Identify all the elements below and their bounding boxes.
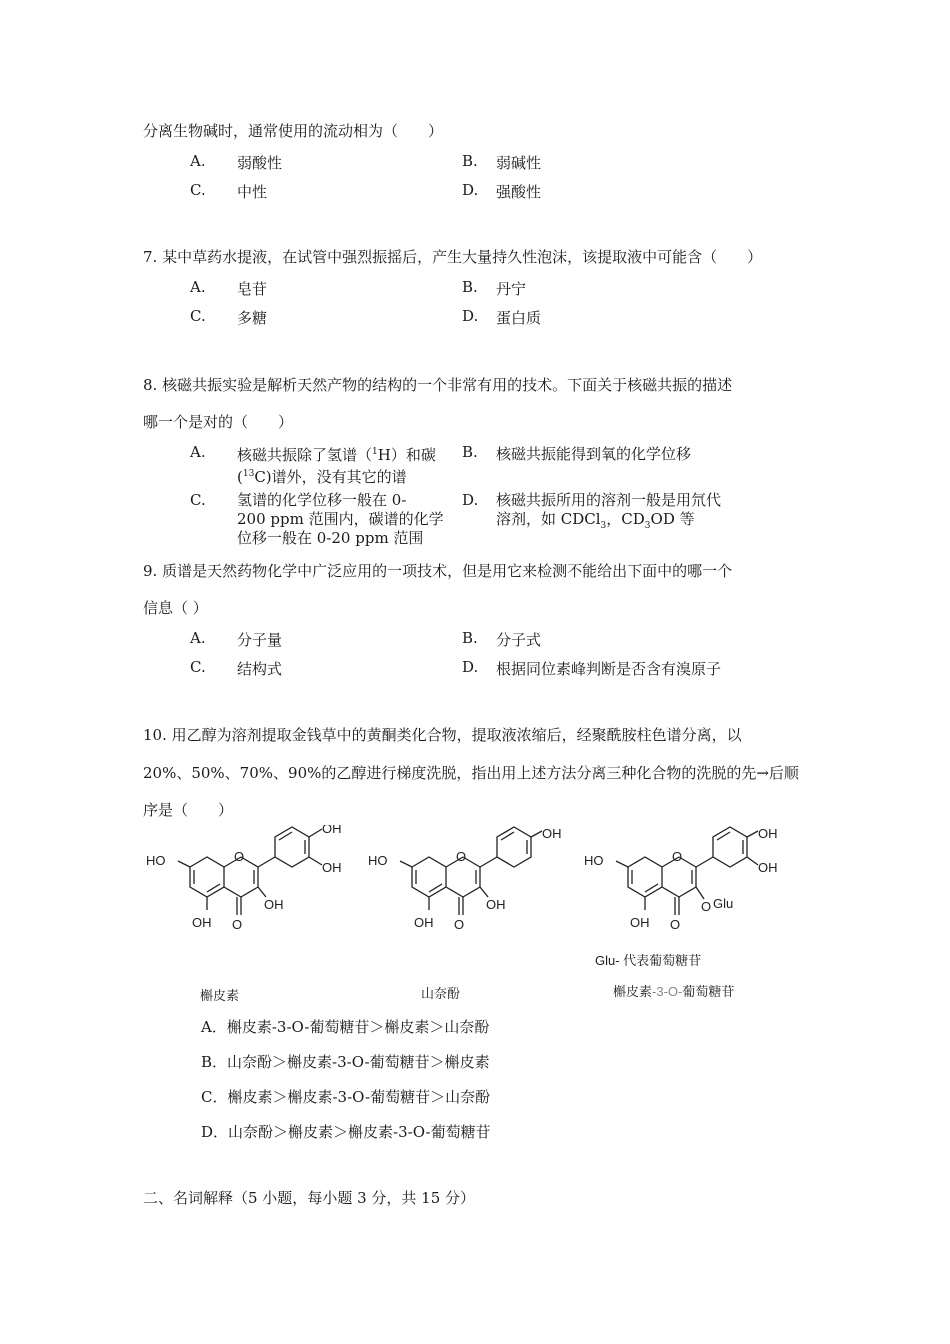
q10-stem-line2: 20%、50%、70%、90%的乙醇进行梯度洗脱，指出用上述方法分离三种化合物的洗脱的先→后顺 — [143, 764, 799, 782]
option-letter: D. — [462, 658, 479, 676]
kaempferol-structure — [362, 825, 582, 950]
hydroxyl-label: OH — [542, 826, 562, 841]
hydroxyl-label: HO — [368, 853, 388, 868]
q10-stem-line3: 序是（ ） — [143, 801, 234, 819]
option-text: 核磁共振所用的溶剂一般是用氘代 溶剂，如 CDCl$_3$，$CD_3OD$ 等 — [496, 491, 722, 531]
option-letter: C. — [190, 181, 206, 199]
option-text: 根据同位素峰判断是否含有溴原子 — [496, 660, 722, 678]
option-letter: A. — [190, 443, 206, 461]
hydroxyl-label: OH — [322, 825, 342, 836]
q10-answer-a: A．槲皮素-3-O-葡萄糖苷＞槲皮素＞山奈酚 — [201, 1018, 490, 1036]
ring-oxygen-label: O — [234, 849, 245, 864]
option-letter: B. — [462, 443, 478, 461]
option-text: 分子式 — [496, 631, 542, 649]
option-text: 结构式 — [237, 660, 283, 678]
option-text: 弱酸性 — [237, 154, 283, 172]
option-text: 氢谱的化学位移一般在 0- 200 ppm 范围内，碳谱的化学 位移一般在 0-20 ppm 范围 — [237, 491, 444, 547]
q10-answer-b: B．山奈酚＞槲皮素-3-O-葡萄糖苷＞槲皮素 — [201, 1053, 490, 1071]
quercetin-caption: 槲皮素 — [200, 988, 240, 1003]
option-letter: C. — [190, 658, 206, 676]
ring-oxygen-label: O — [670, 917, 681, 932]
option-text: 多糖 — [237, 309, 268, 327]
option-text: 皂苷 — [237, 280, 268, 298]
q7-stem: 7. 某中草药水提液，在试管中强烈振摇后，产生大量持久性泡沫，该提取液中可能含（ ） — [143, 248, 763, 266]
q10-answer-c: C．槲皮素＞槲皮素-3-O-葡萄糖苷＞山奈酚 — [201, 1088, 491, 1106]
hydroxyl-label: HO — [146, 853, 166, 868]
option-text: 分子量 — [237, 631, 283, 649]
option-text: 丹宁 — [496, 280, 527, 298]
quercetin-glucoside-structure — [582, 825, 792, 950]
glu-note: Glu- 代表葡萄糖苷 — [595, 953, 702, 968]
option-letter: B. — [462, 278, 478, 296]
option-letter: D. — [462, 491, 479, 509]
option-letter: C. — [190, 307, 206, 325]
option-text: 弱碱性 — [496, 154, 542, 172]
option-letter: A. — [190, 278, 206, 296]
hydroxyl-label: OH — [322, 860, 342, 875]
q10-answer-d: D．山奈酚＞槲皮素＞槲皮素-3-O-葡萄糖苷 — [201, 1123, 491, 1141]
ring-oxygen-label: O — [232, 917, 243, 932]
glycoside-oxygen-label: O — [701, 899, 712, 914]
ring-oxygen-label: O — [454, 917, 465, 932]
q6-stem: 分离生物碱时，通常使用的流动相为（ ） — [143, 122, 444, 140]
q9-stem-line1: 9. 质谱是天然药物化学中广泛应用的一项技术，但是用它来检测不能给出下面中的哪一个 — [143, 562, 733, 580]
option-letter: A. — [190, 152, 206, 170]
option-letter: B. — [462, 629, 478, 647]
option-letter: A. — [190, 629, 206, 647]
ring-oxygen-label: O — [672, 849, 683, 864]
hydroxyl-label: OH — [630, 915, 650, 930]
option-letter: B. — [462, 152, 478, 170]
option-text: 强酸性 — [496, 183, 542, 201]
hydroxyl-label: OH — [758, 860, 778, 875]
q9-stem-line2: 信息（ ） — [143, 599, 208, 617]
hydroxyl-label: OH — [414, 915, 434, 930]
quercetin-glucoside-caption: 槲皮素-3-O-葡萄糖苷 — [613, 984, 735, 999]
hydroxyl-label: OH — [486, 897, 506, 912]
option-text: 蛋白质 — [496, 309, 542, 327]
kaempferol-caption: 山奈酚 — [421, 986, 461, 1001]
q8-stem-line1: 8. 核磁共振实验是解析天然产物的结构的一个非常有用的技术。下面关于核磁共振的描述 — [143, 376, 733, 394]
hydroxyl-label: OH — [758, 826, 778, 841]
option-text: 核磁共振能得到氧的化学位移 — [496, 445, 692, 463]
section-title: 二、名词解释（5 小题，每小题 3 分，共 15 分） — [143, 1189, 476, 1207]
q10-stem-line1: 10. 用乙醇为溶剂提取金钱草中的黄酮类化合物，提取液浓缩后，经聚酰胺柱色谱分离，以 — [143, 726, 742, 744]
glu-label: Glu — [713, 896, 734, 911]
option-letter: D. — [462, 181, 479, 199]
option-letter: D. — [462, 307, 479, 325]
q8-stem-line2: 哪一个是对的（ ） — [143, 413, 294, 431]
option-text: 核磁共振除了氢谱（$^1$H）和碳 ($^{13}$C)谱外，没有其它的谱 — [237, 446, 436, 486]
option-text: 中性 — [237, 183, 268, 201]
quercetin-structure — [140, 825, 360, 950]
hydroxyl-label: HO — [584, 853, 604, 868]
option-letter: C. — [190, 491, 206, 509]
hydroxyl-label: OH — [192, 915, 212, 930]
ring-oxygen-label: O — [456, 849, 467, 864]
hydroxyl-label: OH — [264, 897, 284, 912]
